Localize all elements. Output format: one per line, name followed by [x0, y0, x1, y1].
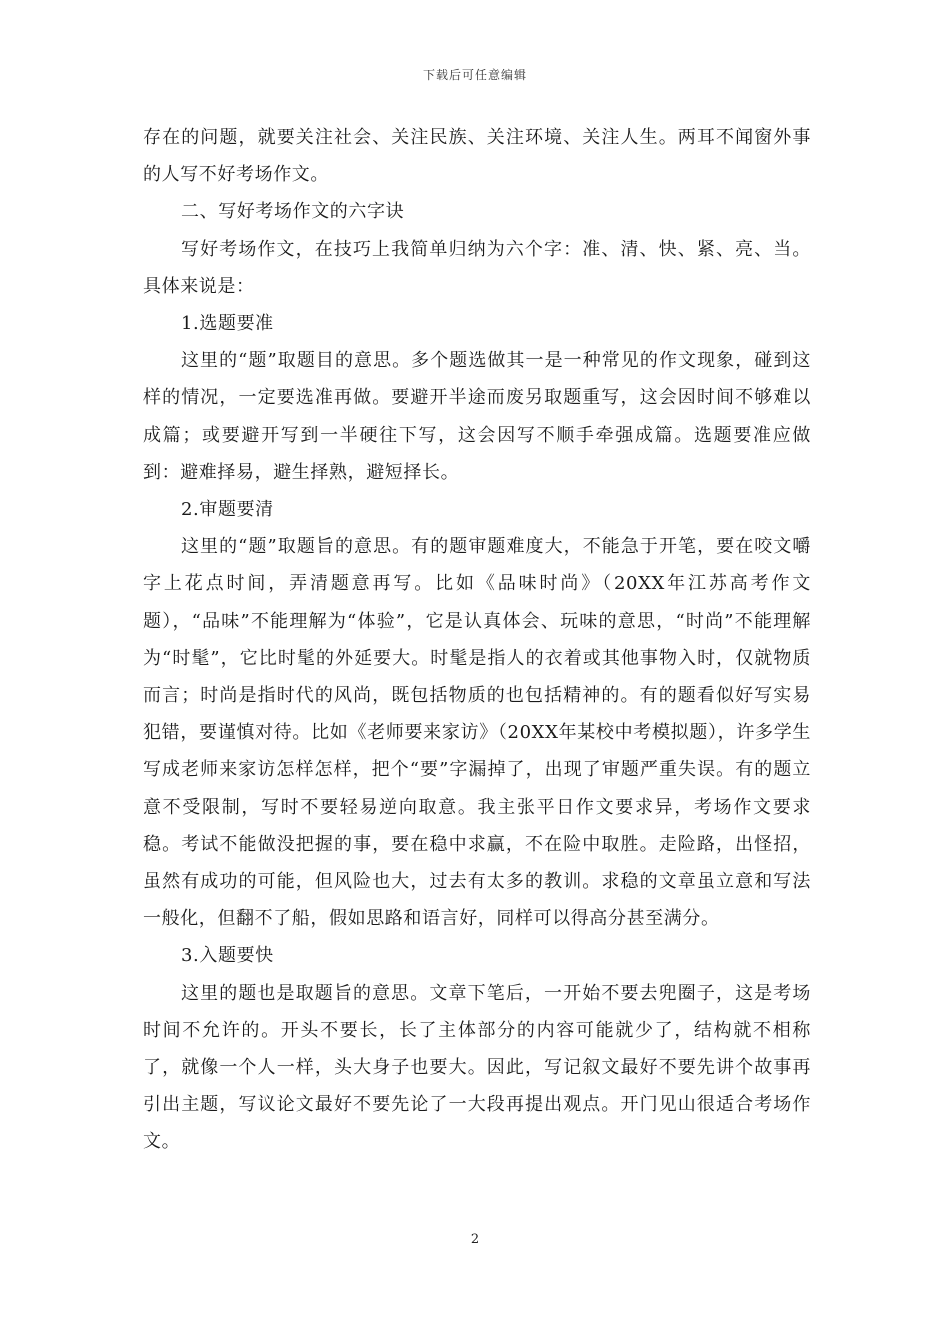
- body-paragraph: 这里的题也是取题旨的意思。文章下笔后，一开始不要去兜圈子，这是考场时间不允许的。开头不要长，长了主体部分的内容可能就少了，结构就不相称了，就像一个人一样，头大身子也要大。因此，写记叙文最好不要先讲个故事再引出主题，写议论文最好不要先论了一大段再提出观点。开门见山很适合考场作文。: [143, 982, 811, 1153]
- body-paragraph: 存在的问题，就要关注社会、关注民族、关注环境、关注人生。两耳不闻窗外事的人写不好考场作文。: [143, 127, 811, 186]
- subsection-heading: 3.入题要快: [181, 945, 274, 967]
- section-heading: 二、写好考场作文的六字诀: [181, 201, 405, 223]
- page-number: 2: [470, 1232, 480, 1247]
- document-body: [143, 119, 811, 1161]
- subsection-heading: 2.审题要清: [181, 499, 274, 521]
- body-paragraph: 这里的“题”取题旨的意思。有的题审题难度大，不能急于开笔，要在咬文嚼字上花点时间，弄清题意再写。比如《品味时尚》（20XX年江苏高考作文题），“品味”不能理解为“体验”，它是认真体会、玩味的意思，“时尚”不能理解为“时髦”，它比时髦的外延要大。时髦是指人的衣着或其他事物入时，仅就物质而言；时尚是指时代的风尚，既包括物质的也包括精神的。有的题看似好写实易犯错，要谨慎对待。比如《老师要来家访》（20XX年某校中考模拟题），许多学生写成老师来家访怎样怎样，把个“要”字漏掉了，出现了审题严重失误。有的题立意不受限制，写时不要轻易逆向取意。我主张平日作文要求异，考场作文要求稳。考试不能做没把握的事，要在稳中求赢，不在险中取胜。走险路，出怪招，虽然有成功的可能，但风险也大，过去有太多的教训。求稳的文章虽立意和写法一般化，但翻不了船，假如思路和语言好，同样可以得高分甚至满分。: [143, 536, 811, 930]
- body-paragraph: 写好考场作文，在技巧上我简单归纳为六个字：准、清、快、紧、亮、当。具体来说是：: [143, 238, 811, 297]
- subsection-heading: 1.选题要准: [181, 313, 274, 335]
- page-header: 下载后可任意编辑: [422, 68, 527, 82]
- body-paragraph: 这里的“题”取题目的意思。多个题选做其一是一种常见的作文现象，碰到这样的情况，一定要选准再做。要避开半途而废另取题重写，这会因时间不够难以成篇；或要避开写到一半硬往下写，这会因写不顺手牵强成篇。选题要准应做到：避难择易，避生择熟，避短择长。: [143, 350, 811, 483]
